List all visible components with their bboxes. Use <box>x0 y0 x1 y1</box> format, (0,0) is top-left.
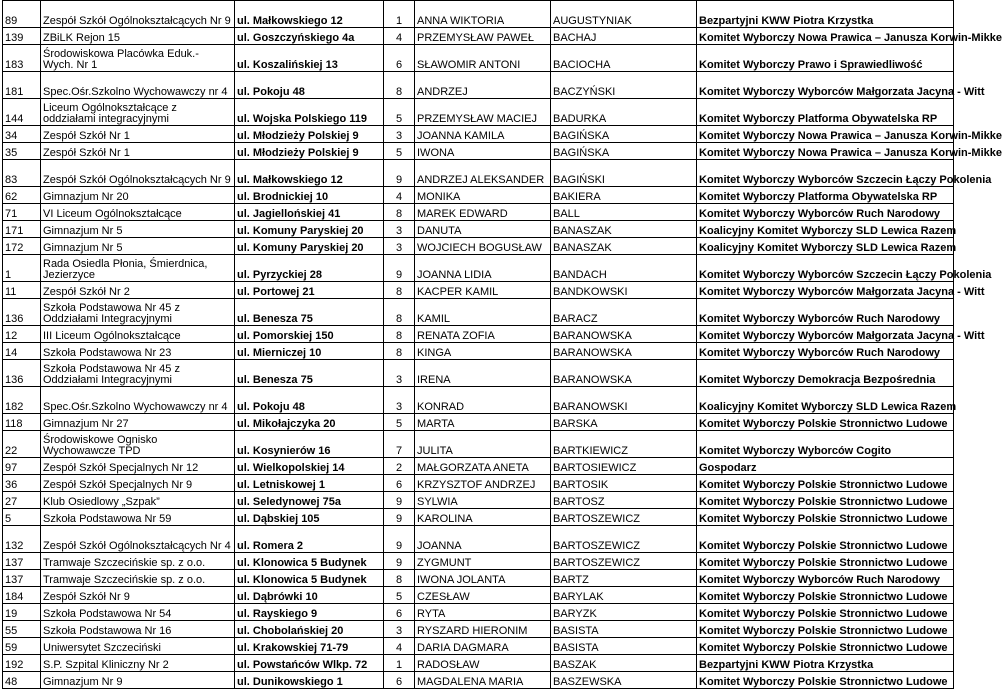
position-cell: 5 <box>384 587 415 604</box>
first-name-cell: PRZEMYSŁAW MACIEJ <box>415 99 551 126</box>
address-cell: ul. Pokoju 48 <box>235 387 384 414</box>
institution-cell: Gimnazjum Nr 9 <box>41 672 235 689</box>
address-cell: ul. Małkowskiego 12 <box>235 160 384 187</box>
last-name-cell: BARSKA <box>551 414 697 431</box>
institution-cell: Zespół Szkół Nr 1 <box>41 143 235 160</box>
last-name-cell: BACHAJ <box>551 28 697 45</box>
address-cell: ul. Jagiellońskiej 41 <box>235 204 384 221</box>
table-row <box>3 126 954 143</box>
table-row <box>3 387 954 414</box>
position-cell: 8 <box>384 72 415 99</box>
row-number-cell: 144 <box>3 99 41 126</box>
committee-cell: Komitet Wyborczy Prawo i Sprawiedliwość <box>697 45 954 72</box>
address-cell: ul. Wojska Polskiego 119 <box>235 99 384 126</box>
institution-cell: Zespół Szkół Ogólnokształcących Nr 4 <box>41 526 235 553</box>
row-number-cell: 83 <box>3 160 41 187</box>
first-name-cell: KRZYSZTOF ANDRZEJ <box>415 475 551 492</box>
table-row <box>3 143 954 160</box>
committee-cell: Gospodarz <box>697 458 954 475</box>
position-cell: 1 <box>384 1 415 28</box>
committee-cell: Komitet Wyborczy Wyborców Ruch Narodowy <box>697 570 954 587</box>
table-row <box>3 160 954 187</box>
committee-cell: Komitet Wyborczy Demokracja Bezpośrednia <box>697 360 954 387</box>
institution-cell: Szkoła Podstawowa Nr 45 z Oddziałami Integracyjnymi <box>41 299 235 326</box>
position-cell: 6 <box>384 475 415 492</box>
row-number-cell: 5 <box>3 509 41 526</box>
position-cell: 9 <box>384 160 415 187</box>
row-number-cell: 59 <box>3 638 41 655</box>
first-name-cell: MARTA <box>415 414 551 431</box>
committee-cell: Koalicyjny Komitet Wyborczy SLD Lewica Razem <box>697 387 954 414</box>
first-name-cell: CZESŁAW <box>415 587 551 604</box>
institution-cell: Szkoła Podstawowa Nr 16 <box>41 621 235 638</box>
address-cell: ul. Krakowskiej 71-79 <box>235 638 384 655</box>
address-cell: ul. Komuny Paryskiej 20 <box>235 221 384 238</box>
first-name-cell: SYLWIA <box>415 492 551 509</box>
position-cell: 3 <box>384 221 415 238</box>
last-name-cell: BARYZK <box>551 604 697 621</box>
last-name-cell: BAGIŃSKA <box>551 143 697 160</box>
row-number-cell: 137 <box>3 553 41 570</box>
position-cell: 6 <box>384 604 415 621</box>
institution-cell: Tramwaje Szczecińskie sp. z o.o. <box>41 570 235 587</box>
first-name-cell: IWONA JOLANTA <box>415 570 551 587</box>
institution-cell: Szkoła Podstawowa Nr 59 <box>41 509 235 526</box>
committee-cell: Komitet Wyborczy Wyborców Ruch Narodowy <box>697 343 954 360</box>
first-name-cell: KACPER KAMIL <box>415 282 551 299</box>
table-row <box>3 570 954 587</box>
last-name-cell: BANASZAK <box>551 238 697 255</box>
address-cell: ul. Mierniczej 10 <box>235 343 384 360</box>
position-cell: 6 <box>384 45 415 72</box>
position-cell: 8 <box>384 343 415 360</box>
candidate-table-body <box>3 1 1002 689</box>
address-cell: ul. Małkowskiego 12 <box>235 1 384 28</box>
institution-cell: Szkoła Podstawowa Nr 23 <box>41 343 235 360</box>
institution-cell: Zespół Szkół Nr 1 <box>41 126 235 143</box>
position-cell: 4 <box>384 638 415 655</box>
row-number-cell: 36 <box>3 475 41 492</box>
row-number-cell: 62 <box>3 187 41 204</box>
institution-cell: Spec.Ośr.Szkolno Wychowawczy nr 4 <box>41 72 235 99</box>
first-name-cell: JOANNA <box>415 526 551 553</box>
row-number-cell: 172 <box>3 238 41 255</box>
committee-cell: Komitet Wyborczy Polskie Stronnictwo Ludowe <box>697 475 954 492</box>
last-name-cell: BARACZ <box>551 299 697 326</box>
institution-cell: Zespół Szkół Specjalnych Nr 12 <box>41 458 235 475</box>
committee-cell: Komitet Wyborczy Wyborców Szczecin Łączy Pokolenia <box>697 255 954 282</box>
first-name-cell: IWONA <box>415 143 551 160</box>
institution-cell: Szkoła Podstawowa Nr 54 <box>41 604 235 621</box>
address-cell: ul. Klonowica 5 Budynek <box>235 570 384 587</box>
address-cell: ul. Pyrzyckiej 28 <box>235 255 384 282</box>
committee-cell: Komitet Wyborczy Platforma Obywatelska RP <box>697 187 954 204</box>
committee-cell: Komitet Wyborczy Polskie Stronnictwo Ludowe <box>697 414 954 431</box>
institution-cell: Gimnazjum Nr 20 <box>41 187 235 204</box>
first-name-cell: MAREK EDWARD <box>415 204 551 221</box>
last-name-cell: BANDKOWSKI <box>551 282 697 299</box>
row-number-cell: 136 <box>3 299 41 326</box>
first-name-cell: ANNA WIKTORIA <box>415 1 551 28</box>
position-cell: 5 <box>384 414 415 431</box>
row-number-cell: 19 <box>3 604 41 621</box>
institution-cell: Tramwaje Szczecińskie sp. z o.o. <box>41 553 235 570</box>
table-row <box>3 282 954 299</box>
committee-cell: Komitet Wyborczy Polskie Stronnictwo Ludowe <box>697 621 954 638</box>
institution-cell: Zespół Szkół Nr 2 <box>41 282 235 299</box>
position-cell: 2 <box>384 458 415 475</box>
institution-cell: Gimnazjum Nr 27 <box>41 414 235 431</box>
position-cell: 9 <box>384 553 415 570</box>
institution-cell: Rada Osiedla Płonia, Śmierdnica, Jezierzyce <box>41 255 235 282</box>
table-row <box>3 492 954 509</box>
first-name-cell: DARIA DAGMARA <box>415 638 551 655</box>
address-cell: ul. Młodzieży Polskiej 9 <box>235 143 384 160</box>
table-row <box>3 326 954 343</box>
address-cell: ul. Benesza 75 <box>235 360 384 387</box>
row-number-cell: 89 <box>3 1 41 28</box>
first-name-cell: JOANNA KAMILA <box>415 126 551 143</box>
last-name-cell: BARANOWSKA <box>551 326 697 343</box>
table-row <box>3 99 954 126</box>
row-number-cell: 132 <box>3 526 41 553</box>
last-name-cell: BALL <box>551 204 697 221</box>
last-name-cell: BARTOSZEWICZ <box>551 553 697 570</box>
position-cell: 9 <box>384 255 415 282</box>
last-name-cell: BASZAK <box>551 655 697 672</box>
committee-cell: Komitet Wyborczy Wyborców Ruch Narodowy <box>697 299 954 326</box>
table-row <box>3 1 954 28</box>
address-cell: ul. Koszalińskiej 13 <box>235 45 384 72</box>
position-cell: 3 <box>384 238 415 255</box>
address-cell: ul. Romera 2 <box>235 526 384 553</box>
committee-cell: Komitet Wyborczy Polskie Stronnictwo Ludowe <box>697 553 954 570</box>
first-name-cell: RYSZARD HIERONIM <box>415 621 551 638</box>
last-name-cell: BARTOSZEWICZ <box>551 509 697 526</box>
position-cell: 8 <box>384 570 415 587</box>
last-name-cell: BARTKIEWICZ <box>551 431 697 458</box>
table-row <box>3 458 954 475</box>
institution-cell: Środowiskowa Placówka Eduk.- Wych. Nr 1 <box>41 45 235 72</box>
first-name-cell: WOJCIECH BOGUSŁAW <box>415 238 551 255</box>
address-cell: ul. Pokoju 48 <box>235 72 384 99</box>
last-name-cell: BARANOWSKI <box>551 387 697 414</box>
last-name-cell: AUGUSTYNIAK <box>551 1 697 28</box>
position-cell: 3 <box>384 360 415 387</box>
row-number-cell: 27 <box>3 492 41 509</box>
institution-cell: Liceum Ogólnokształcące z oddziałami integracyjnymi <box>41 99 235 126</box>
position-cell: 9 <box>384 526 415 553</box>
last-name-cell: BARANOWSKA <box>551 360 697 387</box>
first-name-cell: SŁAWOMIR ANTONI <box>415 45 551 72</box>
address-cell: ul. Rayskiego 9 <box>235 604 384 621</box>
position-cell: 5 <box>384 143 415 160</box>
row-number-cell: 12 <box>3 326 41 343</box>
institution-cell: Zespół Szkół Ogólnokształcących Nr 9 <box>41 160 235 187</box>
row-number-cell: 22 <box>3 431 41 458</box>
committee-cell: Komitet Wyborczy Platforma Obywatelska RP <box>697 99 954 126</box>
row-number-cell: 184 <box>3 587 41 604</box>
institution-cell: III Liceum Ogólnokształcące <box>41 326 235 343</box>
committee-cell: Bezpartyjni KWW Piotra Krzystka <box>697 1 954 28</box>
row-number-cell: 55 <box>3 621 41 638</box>
last-name-cell: BACIOCHA <box>551 45 697 72</box>
first-name-cell: KAROLINA <box>415 509 551 526</box>
row-number-cell: 35 <box>3 143 41 160</box>
committee-cell: Komitet Wyborczy Wyborców Małgorzata Jacyna - Witt <box>697 326 954 343</box>
table-row <box>3 431 954 458</box>
table-row <box>3 604 954 621</box>
table-row <box>3 360 954 387</box>
row-number-cell: 182 <box>3 387 41 414</box>
position-cell: 8 <box>384 299 415 326</box>
last-name-cell: BACZYŃSKI <box>551 72 697 99</box>
committee-cell: Koalicyjny Komitet Wyborczy SLD Lewica Razem <box>697 221 954 238</box>
position-cell: 8 <box>384 326 415 343</box>
address-cell: ul. Komuny Paryskiej 20 <box>235 238 384 255</box>
institution-cell: VI Liceum Ogólnokształcące <box>41 204 235 221</box>
position-cell: 7 <box>384 431 415 458</box>
table-row <box>3 509 954 526</box>
table-row <box>3 526 954 553</box>
committee-cell: Bezpartyjni KWW Piotra Krzystka <box>697 655 954 672</box>
address-cell: ul. Goszczyńskiego 4a <box>235 28 384 45</box>
table-row <box>3 672 954 689</box>
first-name-cell: ANDRZEJ <box>415 72 551 99</box>
committee-cell: Komitet Wyborczy Polskie Stronnictwo Ludowe <box>697 509 954 526</box>
last-name-cell: BANDACH <box>551 255 697 282</box>
first-name-cell: DANUTA <box>415 221 551 238</box>
committee-cell: Komitet Wyborczy Polskie Stronnictwo Ludowe <box>697 526 954 553</box>
table-row <box>3 587 954 604</box>
address-cell: ul. Dąbskiej 105 <box>235 509 384 526</box>
first-name-cell: RENATA ZOFIA <box>415 326 551 343</box>
table-row <box>3 655 954 672</box>
table-row <box>3 299 954 326</box>
table-row <box>3 204 954 221</box>
institution-cell: Zespół Szkół Ogólnokształcących Nr 9 <box>41 1 235 28</box>
row-number-cell: 97 <box>3 458 41 475</box>
address-cell: ul. Mikołajczyka 20 <box>235 414 384 431</box>
first-name-cell: RYTA <box>415 604 551 621</box>
last-name-cell: BASISTA <box>551 621 697 638</box>
last-name-cell: BARTOSIEWICZ <box>551 458 697 475</box>
table-row <box>3 238 954 255</box>
address-cell: ul. Powstańców Wlkp. 72 <box>235 655 384 672</box>
first-name-cell: RADOSŁAW <box>415 655 551 672</box>
address-cell: ul. Wielkopolskiej 14 <box>235 458 384 475</box>
first-name-cell: MAGDALENA MARIA <box>415 672 551 689</box>
position-cell: 9 <box>384 509 415 526</box>
committee-cell: Komitet Wyborczy Wyborców Małgorzata Jacyna - Witt <box>697 72 954 99</box>
position-cell: 3 <box>384 126 415 143</box>
committee-cell: Komitet Wyborczy Polskie Stronnictwo Ludowe <box>697 672 954 689</box>
last-name-cell: BAKIERA <box>551 187 697 204</box>
committee-cell: Komitet Wyborczy Nowa Prawica – Janusza Korwin-Mikke <box>697 143 954 160</box>
candidate-table <box>2 0 1002 689</box>
first-name-cell: ANDRZEJ ALEKSANDER <box>415 160 551 187</box>
table-row <box>3 553 954 570</box>
address-cell: ul. Dąbrówki 10 <box>235 587 384 604</box>
institution-cell: Spec.Ośr.Szkolno Wychowawczy nr 4 <box>41 387 235 414</box>
first-name-cell: KAMIL <box>415 299 551 326</box>
address-cell: ul. Pomorskiej 150 <box>235 326 384 343</box>
row-number-cell: 48 <box>3 672 41 689</box>
first-name-cell: PRZEMYSŁAW PAWEŁ <box>415 28 551 45</box>
committee-cell: Komitet Wyborczy Polskie Stronnictwo Ludowe <box>697 604 954 621</box>
table-row <box>3 475 954 492</box>
row-number-cell: 192 <box>3 655 41 672</box>
committee-cell: Komitet Wyborczy Polskie Stronnictwo Ludowe <box>697 638 954 655</box>
row-number-cell: 171 <box>3 221 41 238</box>
address-cell: ul. Dunikowskiego 1 <box>235 672 384 689</box>
row-number-cell: 118 <box>3 414 41 431</box>
first-name-cell: ZYGMUNT <box>415 553 551 570</box>
last-name-cell: BARTOSIK <box>551 475 697 492</box>
table-row <box>3 72 954 99</box>
table-row <box>3 45 954 72</box>
address-cell: ul. Benesza 75 <box>235 299 384 326</box>
first-name-cell: KINGA <box>415 343 551 360</box>
first-name-cell: KONRAD <box>415 387 551 414</box>
position-cell: 4 <box>384 28 415 45</box>
table-row <box>3 187 954 204</box>
table-row <box>3 255 954 282</box>
position-cell: 3 <box>384 621 415 638</box>
first-name-cell: IRENA <box>415 360 551 387</box>
institution-cell: Zespół Szkół Specjalnych Nr 9 <box>41 475 235 492</box>
row-number-cell: 14 <box>3 343 41 360</box>
committee-cell: Komitet Wyborczy Wyborców Cogito <box>697 431 954 458</box>
committee-cell: Komitet Wyborczy Nowa Prawica – Janusza Korwin-Mikke <box>697 28 954 45</box>
committee-cell: Komitet Wyborczy Wyborców Szczecin Łączy Pokolenia <box>697 160 954 187</box>
address-cell: ul. Seledynowej 75a <box>235 492 384 509</box>
address-cell: ul. Brodnickiej 10 <box>235 187 384 204</box>
position-cell: 8 <box>384 282 415 299</box>
institution-cell: Klub Osiedlowy „Szpak” <box>41 492 235 509</box>
committee-cell: Komitet Wyborczy Polskie Stronnictwo Ludowe <box>697 587 954 604</box>
last-name-cell: BASZEWSKA <box>551 672 697 689</box>
row-number-cell: 11 <box>3 282 41 299</box>
institution-cell: Środowiskowe Ognisko Wychowawcze TPD <box>41 431 235 458</box>
position-cell: 6 <box>384 672 415 689</box>
last-name-cell: BARTZ <box>551 570 697 587</box>
committee-cell: Komitet Wyborczy Polskie Stronnictwo Ludowe <box>697 492 954 509</box>
institution-cell: Gimnazjum Nr 5 <box>41 238 235 255</box>
table-row <box>3 221 954 238</box>
last-name-cell: BARYLAK <box>551 587 697 604</box>
institution-cell: Zespół Szkół Nr 9 <box>41 587 235 604</box>
address-cell: ul. Kosynierów 16 <box>235 431 384 458</box>
address-cell: ul. Letniskowej 1 <box>235 475 384 492</box>
first-name-cell: MAŁGORZATA ANETA <box>415 458 551 475</box>
row-number-cell: 1 <box>3 255 41 282</box>
row-number-cell: 139 <box>3 28 41 45</box>
last-name-cell: BADURKA <box>551 99 697 126</box>
institution-cell: Szkoła Podstawowa Nr 45 z Oddziałami Integracyjnymi <box>41 360 235 387</box>
committee-cell: Komitet Wyborczy Wyborców Małgorzata Jacyna - Witt <box>697 282 954 299</box>
last-name-cell: BAGIŃSKA <box>551 126 697 143</box>
committee-cell: Komitet Wyborczy Wyborców Ruch Narodowy <box>697 204 954 221</box>
first-name-cell: JOANNA LIDIA <box>415 255 551 282</box>
position-cell: 4 <box>384 187 415 204</box>
table-row <box>3 28 954 45</box>
position-cell: 3 <box>384 387 415 414</box>
last-name-cell: BARTOSZ <box>551 492 697 509</box>
institution-cell: ZBiLK Rejon 15 <box>41 28 235 45</box>
committee-cell: Koalicyjny Komitet Wyborczy SLD Lewica Razem <box>697 238 954 255</box>
table-row <box>3 343 954 360</box>
row-number-cell: 71 <box>3 204 41 221</box>
institution-cell: S.P. Szpital Kliniczny Nr 2 <box>41 655 235 672</box>
row-number-cell: 181 <box>3 72 41 99</box>
committee-cell: Komitet Wyborczy Nowa Prawica – Janusza Korwin-Mikke <box>697 126 954 143</box>
position-cell: 5 <box>384 99 415 126</box>
first-name-cell: JULITA <box>415 431 551 458</box>
table-row <box>3 638 954 655</box>
table-row <box>3 414 954 431</box>
institution-cell: Uniwersytet Szczeciński <box>41 638 235 655</box>
address-cell: ul. Klonowica 5 Budynek <box>235 553 384 570</box>
last-name-cell: BARTOSZEWICZ <box>551 526 697 553</box>
table-row <box>3 621 954 638</box>
address-cell: ul. Młodzieży Polskiej 9 <box>235 126 384 143</box>
first-name-cell: MONIKA <box>415 187 551 204</box>
institution-cell: Gimnazjum Nr 5 <box>41 221 235 238</box>
last-name-cell: BASISTA <box>551 638 697 655</box>
last-name-cell: BANASZAK <box>551 221 697 238</box>
address-cell: ul. Chobolańskiej 20 <box>235 621 384 638</box>
row-number-cell: 183 <box>3 45 41 72</box>
position-cell: 9 <box>384 492 415 509</box>
address-cell: ul. Portowej 21 <box>235 282 384 299</box>
row-number-cell: 137 <box>3 570 41 587</box>
row-number-cell: 34 <box>3 126 41 143</box>
position-cell: 1 <box>384 655 415 672</box>
last-name-cell: BARANOWSKA <box>551 343 697 360</box>
position-cell: 8 <box>384 204 415 221</box>
row-number-cell: 136 <box>3 360 41 387</box>
last-name-cell: BAGIŃSKI <box>551 160 697 187</box>
